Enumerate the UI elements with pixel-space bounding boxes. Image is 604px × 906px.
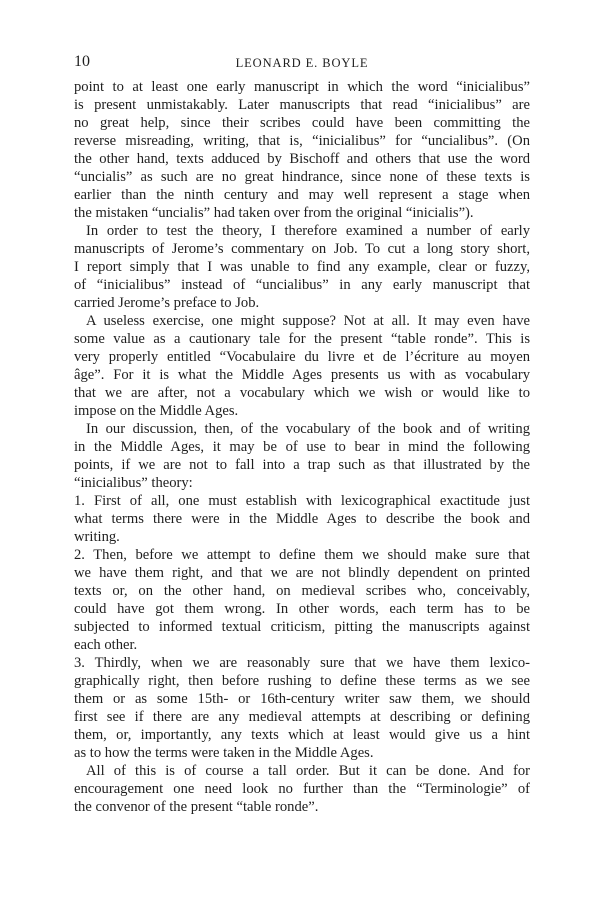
text-line: In our discussion, then, of the vocabulary of the book and of writing	[86, 421, 530, 437]
text-line: âge”. For it is what the Middle Ages presents us with as vocabulary	[74, 367, 530, 383]
text-line: reverse misreading, writing, that is, “inicialibus” for “uncialibus”. (On	[74, 133, 530, 149]
text-line: writing.	[74, 529, 120, 545]
text-line: as to how the terms were taken in the Middle Ages.	[74, 745, 374, 761]
body-text	[74, 78, 530, 816]
text-line: encouragement one need look no further than the “Terminologie” of	[74, 781, 530, 797]
text-line: “inicialibus” theory:	[74, 475, 193, 491]
text-line: subjected to informed textual criticism, pitting the manuscripts against	[74, 619, 530, 635]
text-line: could have got them wrong. In other words, each term has to be	[74, 601, 530, 617]
text-line: them, or, importantly, any texts which at least would give us a hint	[74, 727, 530, 743]
text-line: each other.	[74, 637, 138, 653]
running-head	[74, 52, 530, 72]
text-line: no great help, since their scribes could have been committing the	[74, 115, 530, 131]
text-line: In order to test the theory, I therefore examined a number of early	[86, 223, 530, 239]
text-line: carried Jerome’s preface to Job.	[74, 295, 260, 311]
text-line: 2. Then, before we attempt to define them we should make sure that	[74, 547, 530, 563]
text-line: the other hand, texts adduced by Bischoff and others that use the word	[74, 151, 530, 167]
text-line: 3. Thirdly, when we are reasonably sure that we have them lexico-	[74, 655, 530, 671]
page-number: 10	[74, 53, 90, 70]
text-line: A useless exercise, one might suppose? Not at all. It may even have	[86, 313, 530, 329]
text-line: texts or, on the other hand, on medieval scribes who, conceivably,	[74, 583, 530, 599]
text-line: All of this is of course a tall order. But it can be done. And for	[86, 763, 530, 779]
text-line: points, if we are not to fall into a trap such as that illustrated by the	[74, 457, 530, 473]
text-line: impose on the Middle Ages.	[74, 403, 239, 419]
text-line: is present unmistakably. Later manuscripts that read “inicialibus” are	[74, 97, 530, 113]
text-line: them or as some 15th- or 16th-century writer saw them, we should	[74, 691, 530, 707]
text-line: “uncialis” as such are no great hindrance, since none of these texts is	[74, 169, 530, 185]
text-line: the convenor of the present “table ronde”.	[74, 799, 319, 815]
text-line: some value as a cautionary tale for the present “table ronde”. This is	[74, 331, 530, 347]
text-line: of “inicialibus” instead of “uncialibus” in any early manuscript that	[74, 277, 530, 293]
text-line: in the Middle Ages, it may be of use to bear in mind the following	[74, 439, 530, 455]
text-line: first see if there are any medieval attempts at describing or defining	[74, 709, 530, 725]
text-line: graphically right, then before rushing to define these terms as we see	[74, 673, 530, 689]
text-line: very properly entitled “Vocabulaire du livre et de l’écriture au moyen	[74, 349, 530, 365]
text-line: what terms there were in the Middle Ages to describe the book and	[74, 511, 530, 527]
text-line: earlier than the ninth century and may well represent a stage when	[74, 187, 530, 203]
running-title: LEONARD E. BOYLE	[235, 56, 369, 70]
text-line: I report simply that I was unable to find any example, clear or fuzzy,	[74, 259, 530, 275]
text-line: 1. First of all, one must establish with lexicographical exactitude just	[74, 493, 530, 509]
text-line: the mistaken “uncialis” had taken over from the original “inicialis”).	[74, 205, 474, 221]
text-line: point to at least one early manuscript in which the word “inicialibus”	[74, 79, 530, 95]
text-line: manuscripts of Jerome’s commentary on Job. To cut a long story short,	[74, 241, 530, 257]
text-line: that we are after, not a vocabulary which we wish or would like to	[74, 385, 530, 401]
text-line: we have them right, and that we are not blindly dependent on printed	[74, 565, 530, 581]
